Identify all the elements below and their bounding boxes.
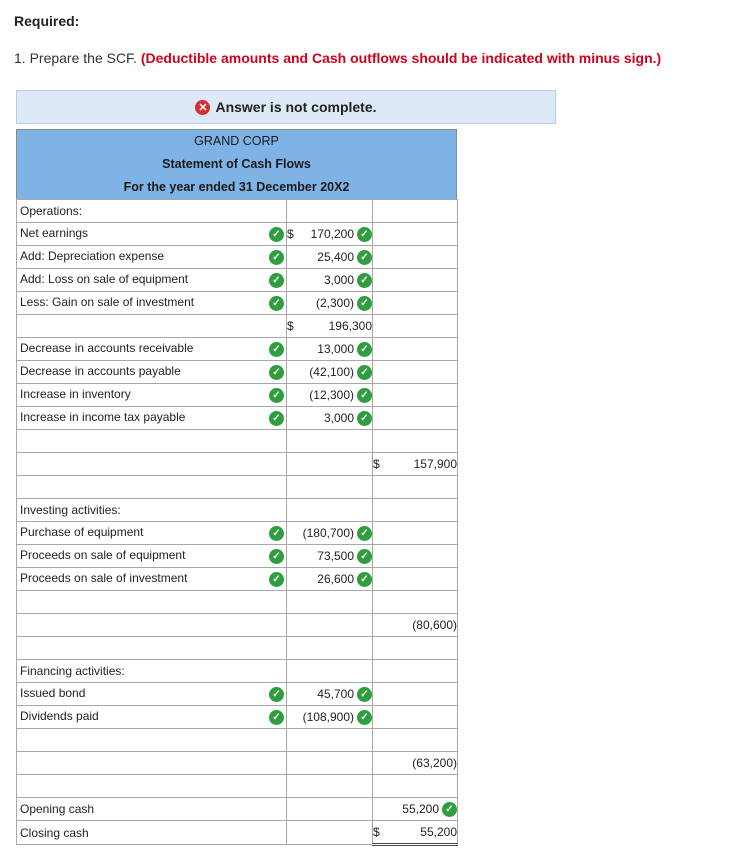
statement-row bbox=[17, 384, 458, 407]
correct-check-icon: ✓ bbox=[269, 273, 284, 288]
amount-cell[interactable] bbox=[287, 614, 373, 637]
statement-row bbox=[17, 821, 458, 845]
total-cell[interactable] bbox=[373, 338, 458, 361]
row-label-cell[interactable] bbox=[17, 453, 287, 476]
row-label-cell[interactable] bbox=[17, 361, 287, 384]
correct-check-icon: ✓ bbox=[357, 342, 372, 357]
currency-symbol: $ bbox=[373, 457, 380, 471]
statement-row bbox=[17, 223, 458, 246]
amount-value: 26,600 bbox=[317, 572, 354, 586]
correct-check-icon: ✓ bbox=[357, 273, 372, 288]
row-label: Issued bond bbox=[20, 686, 86, 700]
instruction-line bbox=[14, 50, 661, 66]
total-cell[interactable] bbox=[373, 522, 458, 545]
currency-symbol: $ bbox=[287, 227, 294, 241]
row-label: Dividends paid bbox=[20, 709, 99, 723]
statement-row bbox=[17, 660, 458, 683]
row-label: Purchase of equipment bbox=[20, 525, 144, 539]
amount-value: (2,300) bbox=[315, 296, 354, 310]
total-value: 55,200 bbox=[402, 802, 439, 816]
statement-row bbox=[17, 775, 458, 798]
total-cell[interactable] bbox=[373, 430, 458, 453]
amount-value: 170,200 bbox=[310, 227, 354, 241]
row-label-cell[interactable] bbox=[17, 200, 287, 223]
total-value: (80,600) bbox=[412, 618, 457, 632]
correct-check-icon: ✓ bbox=[269, 388, 284, 403]
row-label-cell[interactable] bbox=[17, 476, 287, 499]
row-label-cell[interactable] bbox=[17, 821, 287, 845]
amount-cell[interactable] bbox=[287, 683, 373, 706]
statement-row bbox=[17, 269, 458, 292]
row-label: Increase in inventory bbox=[20, 387, 131, 401]
statement-row bbox=[17, 361, 458, 384]
row-label-cell[interactable] bbox=[17, 292, 287, 315]
statement-row bbox=[17, 591, 458, 614]
incorrect-x-icon: ✕ bbox=[195, 100, 210, 115]
total-cell[interactable] bbox=[373, 660, 458, 683]
instruction-note: (Deductible amounts and Cash outflows should be indicated with minus sign.) bbox=[140, 50, 662, 66]
total-cell[interactable] bbox=[373, 384, 458, 407]
statement-row bbox=[17, 683, 458, 706]
currency-symbol: $ bbox=[373, 825, 380, 839]
row-label-cell[interactable] bbox=[17, 499, 287, 522]
amount-value: 45,700 bbox=[317, 687, 354, 701]
row-label-cell[interactable] bbox=[17, 752, 287, 775]
amount-value: (42,100) bbox=[309, 365, 354, 379]
total-cell[interactable] bbox=[373, 591, 458, 614]
row-label-cell[interactable] bbox=[17, 775, 287, 798]
amount-value: 3,000 bbox=[323, 411, 354, 425]
total-cell[interactable] bbox=[373, 614, 458, 637]
amount-value: 13,000 bbox=[317, 342, 354, 356]
company-name: GRAND CORP bbox=[194, 134, 279, 148]
statement-row bbox=[17, 798, 458, 821]
row-label-cell[interactable] bbox=[17, 591, 287, 614]
statement-row bbox=[17, 315, 458, 338]
statement-header bbox=[16, 129, 457, 199]
total-value: 157,900 bbox=[413, 457, 457, 471]
correct-check-icon: ✓ bbox=[269, 549, 284, 564]
statement-row bbox=[17, 522, 458, 545]
statement-row bbox=[17, 706, 458, 729]
row-label: Increase in income tax payable bbox=[20, 410, 186, 424]
correct-check-icon: ✓ bbox=[269, 227, 284, 242]
amount-cell[interactable] bbox=[287, 568, 373, 591]
amount-cell[interactable] bbox=[287, 752, 373, 775]
row-label-cell[interactable] bbox=[17, 223, 287, 246]
row-label-cell[interactable] bbox=[17, 269, 287, 292]
answer-status-banner bbox=[16, 90, 556, 124]
statement-title: Statement of Cash Flows bbox=[162, 157, 311, 171]
statement-row bbox=[17, 246, 458, 269]
row-label-cell[interactable] bbox=[17, 706, 287, 729]
correct-check-icon: ✓ bbox=[442, 802, 457, 817]
correct-check-icon: ✓ bbox=[357, 296, 372, 311]
cash-flow-worksheet bbox=[16, 129, 457, 846]
correct-check-icon: ✓ bbox=[269, 365, 284, 380]
total-value: (63,200) bbox=[412, 756, 457, 770]
total-value: 55,200 bbox=[420, 825, 457, 839]
banner-text: Answer is not complete. bbox=[215, 99, 377, 115]
amount-cell[interactable] bbox=[287, 591, 373, 614]
statement-row bbox=[17, 614, 458, 637]
correct-check-icon: ✓ bbox=[269, 250, 284, 265]
row-label-cell[interactable] bbox=[17, 522, 287, 545]
total-cell[interactable] bbox=[373, 683, 458, 706]
correct-check-icon: ✓ bbox=[357, 710, 372, 725]
row-label: Financing activities: bbox=[20, 664, 125, 678]
total-cell[interactable] bbox=[373, 568, 458, 591]
correct-check-icon: ✓ bbox=[269, 296, 284, 311]
row-label: Proceeds on sale of equipment bbox=[20, 548, 186, 562]
row-label-cell[interactable] bbox=[17, 246, 287, 269]
statement-row bbox=[17, 292, 458, 315]
amount-value: 73,500 bbox=[317, 549, 354, 563]
correct-check-icon: ✓ bbox=[269, 526, 284, 541]
statement-row bbox=[17, 476, 458, 499]
amount-cell[interactable] bbox=[287, 798, 373, 821]
row-label-cell[interactable] bbox=[17, 545, 287, 568]
row-label-cell[interactable] bbox=[17, 798, 287, 821]
correct-check-icon: ✓ bbox=[357, 549, 372, 564]
total-cell[interactable] bbox=[373, 407, 458, 430]
total-cell[interactable] bbox=[373, 223, 458, 246]
amount-cell[interactable] bbox=[287, 292, 373, 315]
statement-row bbox=[17, 568, 458, 591]
amount-cell[interactable] bbox=[287, 821, 373, 845]
correct-check-icon: ✓ bbox=[357, 687, 372, 702]
amount-cell[interactable] bbox=[287, 338, 373, 361]
total-cell[interactable] bbox=[373, 545, 458, 568]
row-label-cell[interactable] bbox=[17, 430, 287, 453]
amount-cell[interactable] bbox=[287, 499, 373, 522]
row-label-cell[interactable] bbox=[17, 407, 287, 430]
correct-check-icon: ✓ bbox=[357, 250, 372, 265]
required-heading: Required: bbox=[14, 13, 80, 29]
row-label: Investing activities: bbox=[20, 503, 121, 517]
instruction-text: 1. Prepare the SCF. bbox=[14, 50, 137, 66]
total-cell[interactable] bbox=[373, 269, 458, 292]
total-cell[interactable] bbox=[373, 637, 458, 660]
statement-row bbox=[17, 729, 458, 752]
amount-value: (180,700) bbox=[302, 526, 354, 540]
row-label: Decrease in accounts receivable bbox=[20, 341, 194, 355]
row-label: Operations: bbox=[20, 204, 83, 218]
amount-cell[interactable] bbox=[287, 246, 373, 269]
statement-row bbox=[17, 200, 458, 223]
statement-row bbox=[17, 430, 458, 453]
total-cell[interactable] bbox=[373, 775, 458, 798]
statement-row bbox=[17, 338, 458, 361]
row-label-cell[interactable] bbox=[17, 660, 287, 683]
correct-check-icon: ✓ bbox=[269, 710, 284, 725]
row-label-cell[interactable] bbox=[17, 683, 287, 706]
cash-flow-table bbox=[16, 199, 458, 846]
amount-cell[interactable] bbox=[287, 706, 373, 729]
row-label: Opening cash bbox=[20, 802, 95, 816]
amount-cell[interactable] bbox=[287, 223, 373, 246]
amount-value: 3,000 bbox=[323, 273, 354, 287]
amount-cell[interactable] bbox=[287, 637, 373, 660]
statement-row bbox=[17, 637, 458, 660]
amount-cell[interactable] bbox=[287, 522, 373, 545]
total-cell[interactable] bbox=[373, 499, 458, 522]
total-cell[interactable] bbox=[373, 200, 458, 223]
row-label-cell[interactable] bbox=[17, 614, 287, 637]
statement-row bbox=[17, 752, 458, 775]
total-cell[interactable] bbox=[373, 246, 458, 269]
total-cell[interactable] bbox=[373, 361, 458, 384]
row-label: Add: Depreciation expense bbox=[20, 249, 165, 263]
amount-cell[interactable] bbox=[287, 660, 373, 683]
amount-cell[interactable] bbox=[287, 384, 373, 407]
row-label: Net earnings bbox=[20, 226, 89, 240]
total-cell[interactable] bbox=[373, 798, 458, 821]
amount-value: 196,300 bbox=[328, 319, 372, 333]
total-cell[interactable] bbox=[373, 315, 458, 338]
statement-period: For the year ended 31 December 20X2 bbox=[123, 180, 350, 194]
amount-cell[interactable] bbox=[287, 430, 373, 453]
total-cell[interactable] bbox=[373, 821, 458, 845]
amount-value: 25,400 bbox=[317, 250, 354, 264]
correct-check-icon: ✓ bbox=[269, 687, 284, 702]
total-cell[interactable] bbox=[373, 292, 458, 315]
correct-check-icon: ✓ bbox=[357, 526, 372, 541]
statement-row bbox=[17, 499, 458, 522]
row-label: Closing cash bbox=[20, 825, 89, 840]
correct-check-icon: ✓ bbox=[269, 342, 284, 357]
amount-cell[interactable] bbox=[287, 361, 373, 384]
row-label-cell[interactable] bbox=[17, 384, 287, 407]
row-label-cell[interactable] bbox=[17, 568, 287, 591]
amount-cell[interactable] bbox=[287, 476, 373, 499]
statement-row bbox=[17, 453, 458, 476]
total-cell[interactable] bbox=[373, 752, 458, 775]
statement-row bbox=[17, 407, 458, 430]
statement-row bbox=[17, 545, 458, 568]
correct-check-icon: ✓ bbox=[357, 572, 372, 587]
row-label-cell[interactable] bbox=[17, 338, 287, 361]
total-cell[interactable] bbox=[373, 476, 458, 499]
amount-cell[interactable] bbox=[287, 315, 373, 338]
correct-check-icon: ✓ bbox=[357, 227, 372, 242]
amount-cell[interactable] bbox=[287, 407, 373, 430]
amount-value: (108,900) bbox=[302, 710, 354, 724]
row-label: Less: Gain on sale of investment bbox=[20, 295, 195, 309]
amount-value: (12,300) bbox=[309, 388, 354, 402]
correct-check-icon: ✓ bbox=[357, 411, 372, 426]
correct-check-icon: ✓ bbox=[269, 411, 284, 426]
row-label: Decrease in accounts payable bbox=[20, 364, 181, 378]
row-label: Add: Loss on sale of equipment bbox=[20, 272, 189, 286]
amount-cell[interactable] bbox=[287, 729, 373, 752]
currency-symbol: $ bbox=[287, 319, 294, 333]
total-cell[interactable] bbox=[373, 729, 458, 752]
total-cell[interactable] bbox=[373, 453, 458, 476]
row-label-cell[interactable] bbox=[17, 637, 287, 660]
amount-cell[interactable] bbox=[287, 200, 373, 223]
row-label-cell[interactable] bbox=[17, 729, 287, 752]
correct-check-icon: ✓ bbox=[357, 365, 372, 380]
correct-check-icon: ✓ bbox=[357, 388, 372, 403]
amount-cell[interactable] bbox=[287, 775, 373, 798]
row-label: Proceeds on sale of investment bbox=[20, 571, 188, 585]
amount-cell[interactable] bbox=[287, 545, 373, 568]
total-cell[interactable] bbox=[373, 706, 458, 729]
amount-cell[interactable] bbox=[287, 453, 373, 476]
correct-check-icon: ✓ bbox=[269, 572, 284, 587]
row-label-cell[interactable] bbox=[17, 315, 287, 338]
amount-cell[interactable] bbox=[287, 269, 373, 292]
